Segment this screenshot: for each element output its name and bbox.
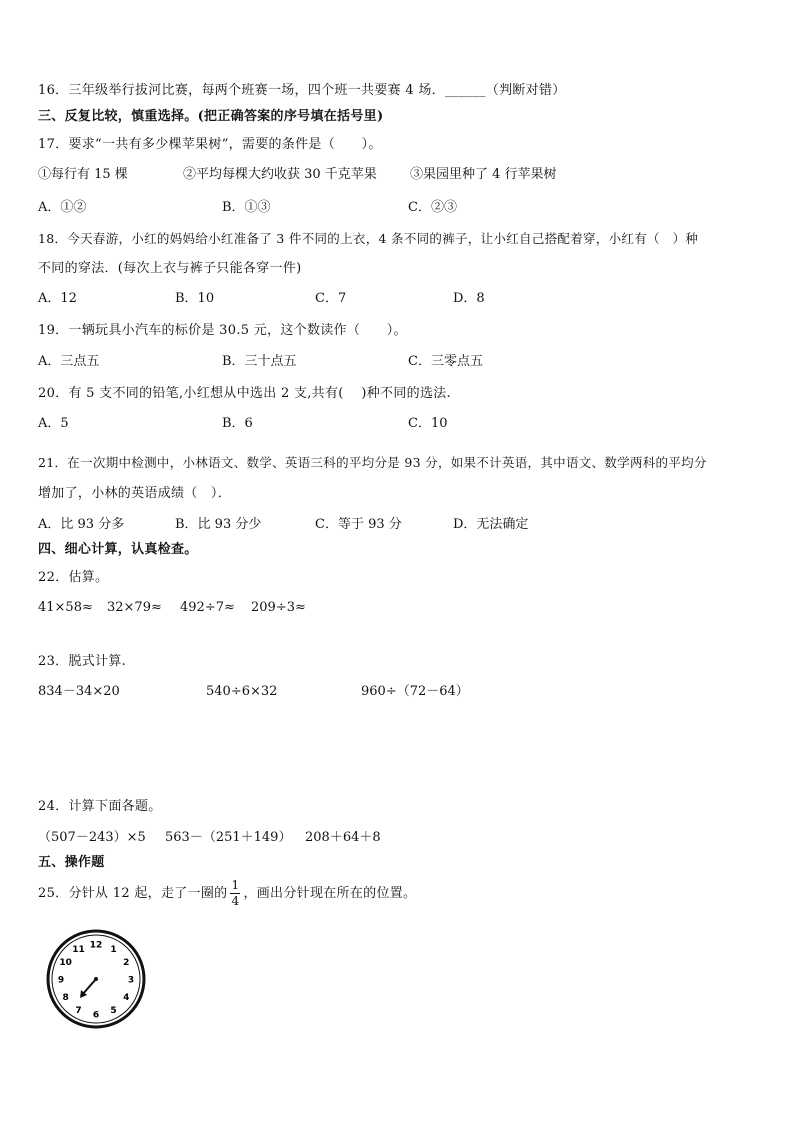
fraction-denominator: 4 [231, 894, 240, 908]
section-4-heading: 四、细心计算，认真检查。 [38, 542, 198, 557]
q22-item-1: 41×58≈ [38, 600, 93, 615]
question-25-stem [38, 878, 416, 910]
question-19-stem: 19．一辆玩具小汽车的标价是 30.5 元，这个数读作（ ）。 [38, 323, 407, 338]
q22-item-2: 32×79≈ [107, 600, 162, 615]
clock-number: 11 [72, 945, 85, 956]
question-16: 16．三年级举行拔河比赛，每两个班赛一场，四个班一共要赛 4 场．______（判断对错） [38, 83, 566, 98]
q24-item-2: 563－（251＋149） [165, 830, 292, 845]
q21-option-c: C．等于 93 分 [315, 517, 402, 532]
q19-option-b: B．三十点五 [222, 354, 297, 369]
fraction-numerator: 1 [231, 878, 240, 892]
clock-number: 12 [89, 940, 103, 951]
clock-number: 3 [127, 975, 135, 986]
q20-option-a: A．5 [38, 416, 69, 431]
q17-option-c: C．②③ [408, 200, 457, 215]
section-5-heading: 五、操作题 [38, 855, 105, 870]
q18-option-d: D．8 [453, 291, 485, 306]
q23-item-2: 540÷6×32 [206, 684, 278, 699]
q18-option-a: A．12 [38, 291, 77, 306]
question-20-stem: 20．有 5 支不同的铅笔,小红想从中选出 2 支,共有( )种不同的选法. [38, 386, 451, 401]
q25-stem-before: 25．分针从 12 起，走了一圈的 [38, 886, 228, 901]
q17-condition-1: ①每行有 15 棵 [38, 167, 128, 182]
q17-condition-3: ③果园里种了 4 行苹果树 [410, 167, 557, 182]
q20-option-b: B．6 [222, 416, 253, 431]
q25-stem-after: ，画出分针现在所在的位置。 [243, 886, 417, 901]
q23-item-1: 834－34×20 [38, 684, 120, 699]
clock-number: 5 [110, 1005, 117, 1016]
clock-number: 8 [62, 993, 69, 1003]
question-24-stem: 24．计算下面各题。 [38, 799, 162, 814]
q21-option-b: B．比 93 分少 [175, 517, 262, 532]
q20-option-c: C．10 [408, 416, 448, 431]
q18-option-c: C．7 [315, 291, 347, 306]
q17-condition-2: ②平均每棵大约收获 30 千克苹果 [183, 167, 377, 182]
clock-number: 1 [110, 945, 117, 956]
clock-center [94, 977, 98, 981]
q19-option-a: A．三点五 [38, 354, 100, 369]
q24-item-3: 208＋64＋8 [305, 830, 381, 845]
question-23-stem: 23．脱式计算. [38, 654, 127, 669]
q17-option-a: A．①② [38, 200, 87, 215]
section-3-heading: 三、反复比较，慎重选择。(把正确答案的序号填在括号里) [38, 109, 384, 124]
question-21-line-1: 21．在一次期中检测中，小林语文、数学、英语三科的平均分是 93 分，如果不计英语，其中语文、数学两科的平均分 [38, 455, 707, 470]
question-18-line-2: 不同的穿法．(每次上衣与裤子只能各穿一件) [38, 261, 302, 276]
question-22-stem: 22．估算。 [38, 570, 109, 585]
q22-item-4: 209÷3≈ [251, 600, 306, 615]
clock-face [44, 927, 148, 1031]
clock-number: 9 [57, 975, 65, 986]
clock-number: 4 [123, 993, 130, 1003]
clock-number: 6 [92, 1010, 100, 1021]
q19-option-c: C．三零点五 [408, 354, 483, 369]
q24-item-1: （507－243）×5 [38, 830, 146, 845]
clock-number: 10 [59, 958, 72, 968]
fraction-one-quarter [230, 879, 240, 908]
q21-option-d: D．无法确定 [453, 517, 529, 532]
q17-option-b: B．①③ [222, 200, 271, 215]
question-18-line-1: 18．今天春游，小红的妈妈给小红准备了 3 件不同的上衣，4 条不同的裤子，让小红自己搭配着穿，小红有（ ）种 [38, 231, 699, 246]
q23-item-3: 960÷（72－64） [361, 684, 469, 699]
q21-option-a: A．比 93 分多 [38, 517, 125, 532]
question-17-stem: 17．要求“一共有多少棵苹果树”，需要的条件是（ ）。 [38, 137, 382, 152]
q22-item-3: 492÷7≈ [180, 600, 235, 615]
question-21-line-2: 增加了，小林的英语成绩（ ）． [38, 486, 232, 501]
clock-number: 2 [123, 958, 130, 968]
clock-number: 7 [75, 1005, 82, 1016]
q18-option-b: B．10 [175, 291, 215, 306]
